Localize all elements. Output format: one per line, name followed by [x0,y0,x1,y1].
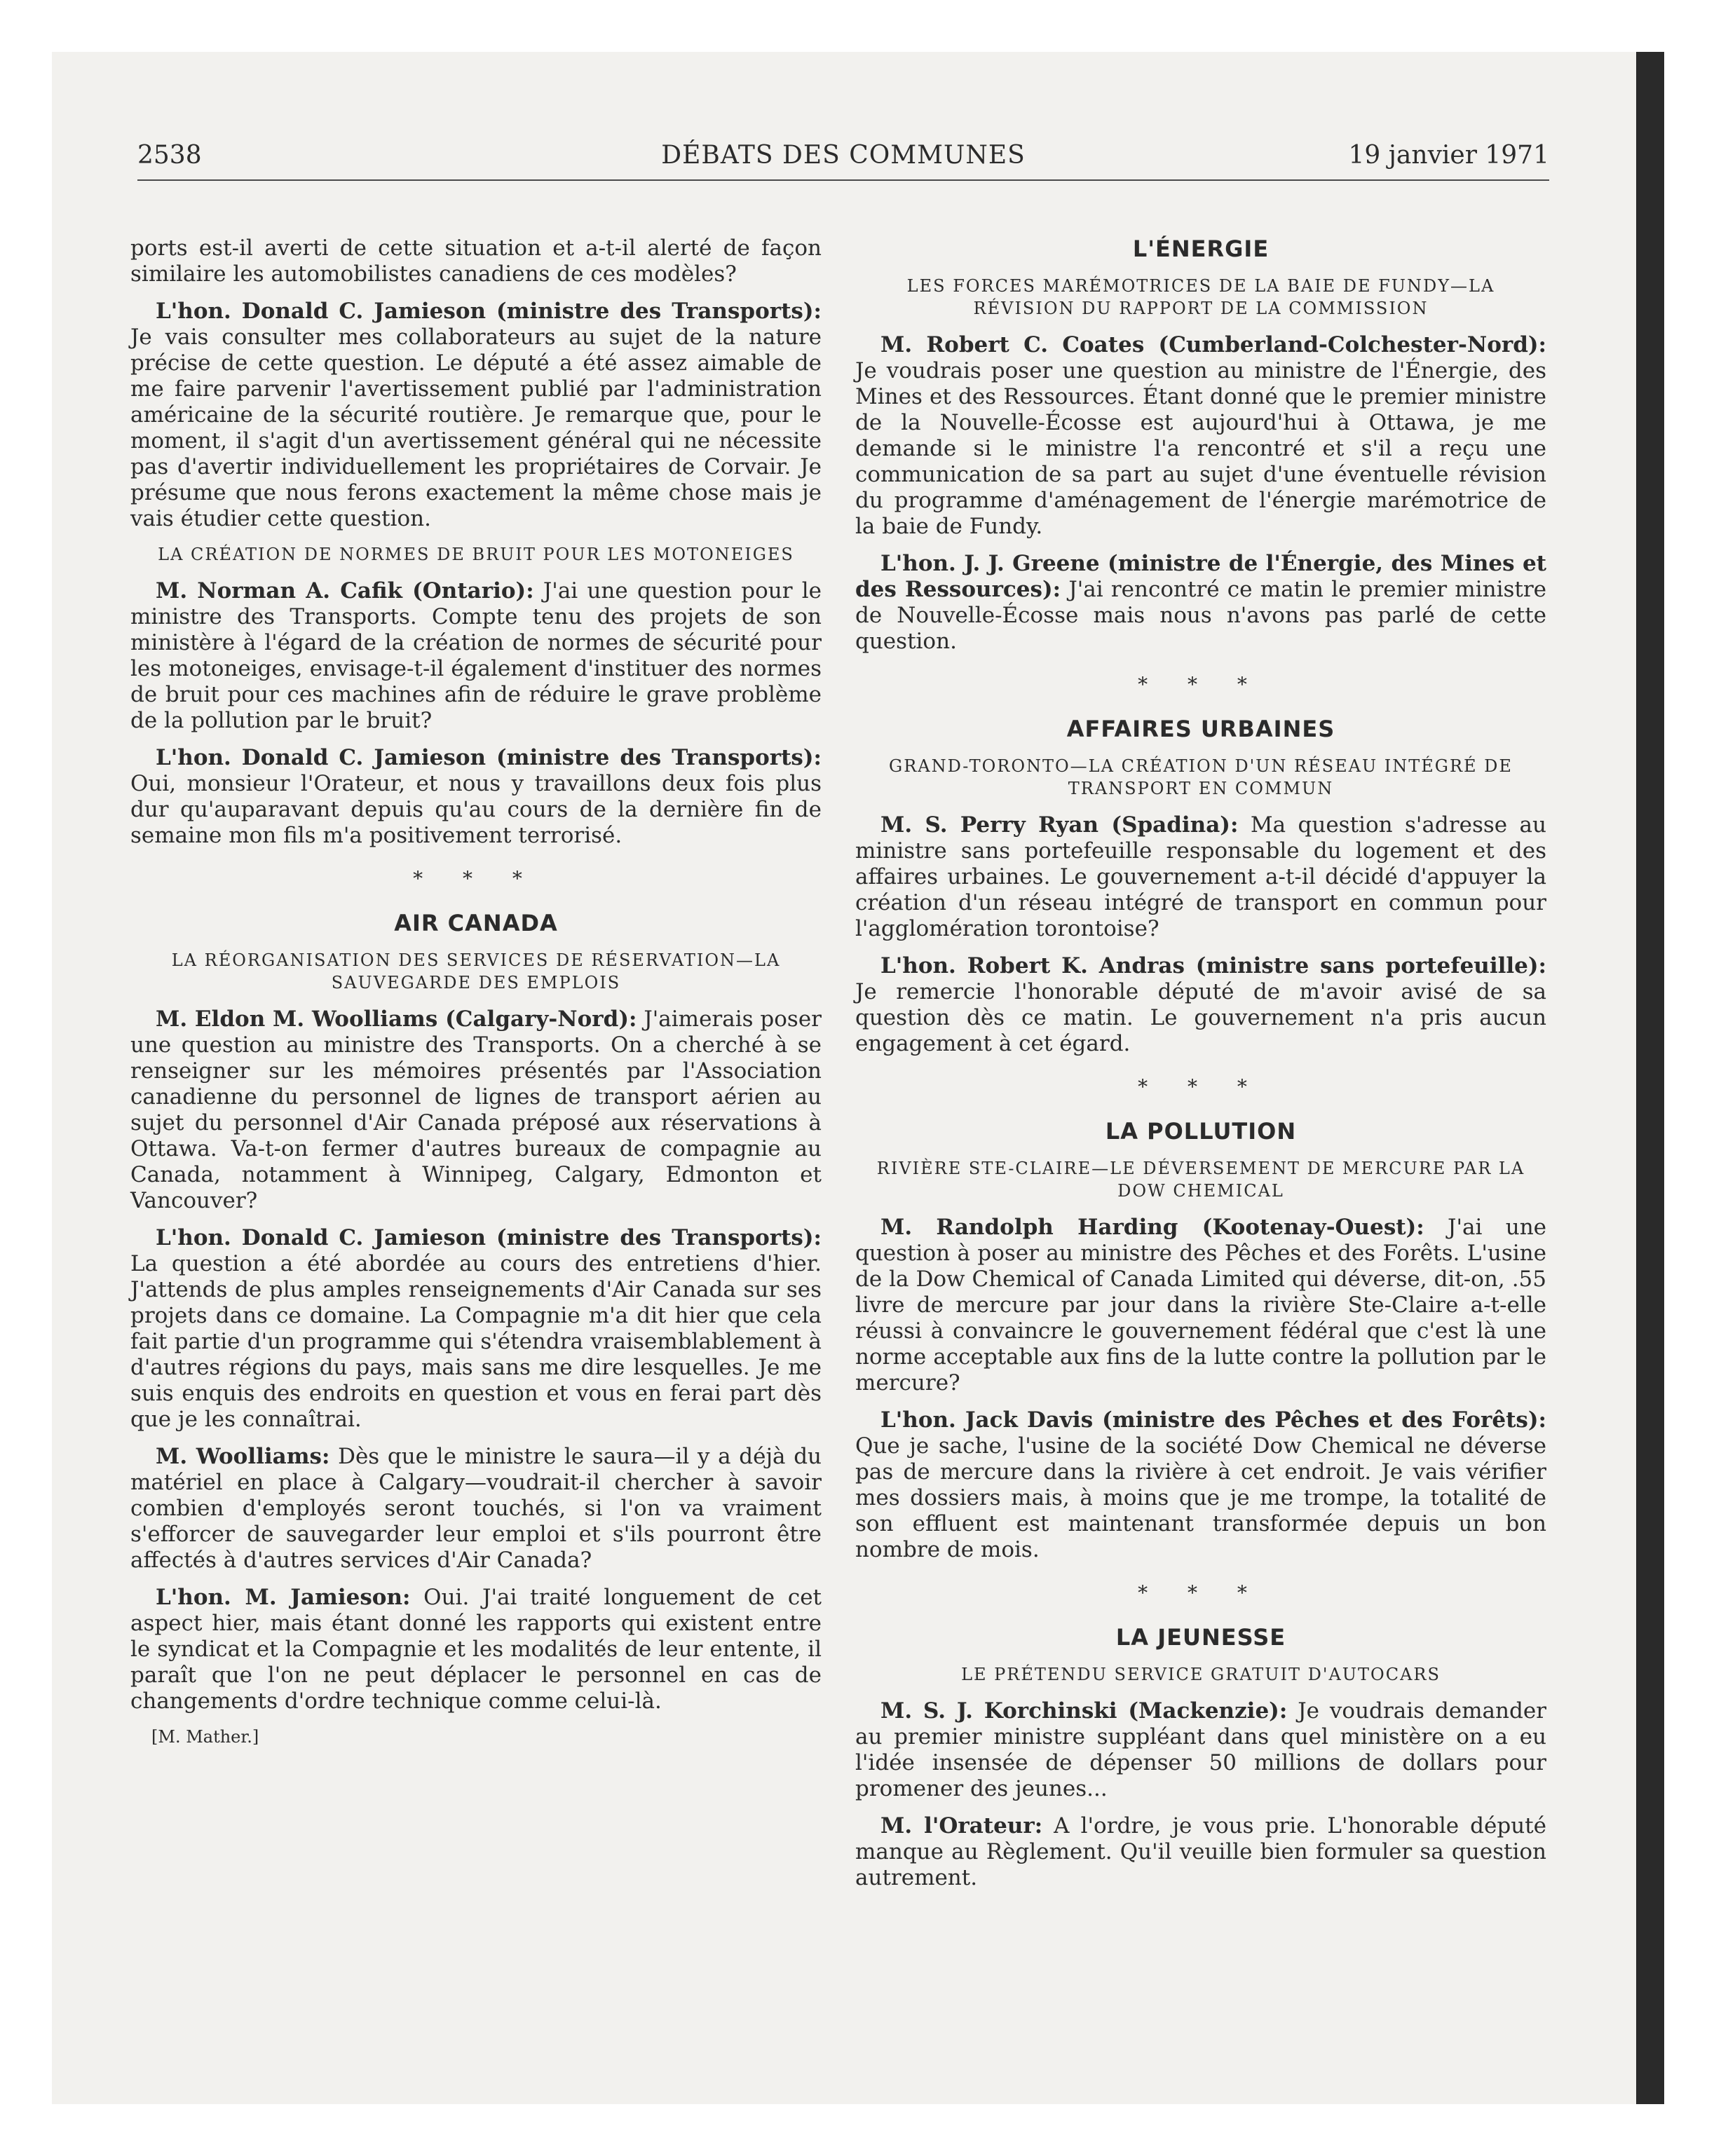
right-column [855,236,1546,1902]
page-date: 19 janvier 1971 [1348,141,1549,170]
speech-text: La question a été abordée au cours des entretiens d'hier. J'attends de plus amples renseignements d'Air Canada sur ses projets dans ce domaine. La Compagnie m'a dit hier que cela fait partie d'un programme qui s'étendra vraisemblablement à d'autres régions du pays, mais sans me dire lesquelles. Je me suis enquis des endroits en question et vous en ferai part dès que je les connaîtrai. [130,1251,822,1432]
subsection-title: LE PRÉTENDU SERVICE GRATUIT D'AUTOCARS [961,1665,1441,1684]
paragraph [130,1225,822,1433]
subsection-title: LA CRÉATION DE NORMES DE BRUIT POUR LES MOTONEIGES [158,545,794,564]
speaker-name: L'hon. Jack Davis (ministre des Pêches et des Forêts): [880,1407,1546,1433]
subsection-title: LA RÉORGANISATION DES SERVICES DE RÉSERVATION—LA SAUVEGARDE DES EMPLOIS [171,950,781,992]
speaker-name: M. l'Orateur: [880,1813,1043,1838]
speaker-name: L'hon. Robert K. Andras (ministre sans portefeuille): [880,953,1546,978]
speech-text: Ma question s'adresse au ministre sans portefeuille responsable du logement et des affaires urbaines. Le gouvernement a-t-il décidé d'appuyer la création d'un réseau intégré de transport en commun pour l'agglomération torontoise? [855,812,1546,941]
speech-text: J'ai une question pour le ministre des Transports. Compte tenu des projets de son ministère à l'égard de la création de normes de sécurité pour les motoneiges, envisage-t-il également d'instituer des normes de bruit pour ces machines afin de réduire le grave problème de la pollution par le bruit? [130,578,822,733]
speaker-name: M. Woolliams: [156,1444,330,1469]
speaker-name: M. Randolph Harding (Kootenay-Ouest): [880,1215,1424,1240]
paragraph: ports est-il averti de cette situation et a-t-il alerté de façon similaire les automobilistes canadiens de ces modèles? [130,236,822,287]
speaker-name: L'hon. Donald C. Jamieson (ministre des Transports): [156,1225,822,1250]
subsection-title: RIVIÈRE STE-CLAIRE—LE DÉVERSEMENT DE MERCURE PAR LA DOW CHEMICAL [876,1159,1525,1201]
paragraph [130,578,822,734]
speech-text: Je voudrais poser une question au ministre de l'Énergie, des Mines et des Ressources. Étant donné que le premier ministre de la Nouvelle-Écosse est aujourd'hui à Ottawa, je me demande si le ministre l'a rencontré et s'il a reçu une communication de sa part au sujet d'une éventuelle révision du programme d'aménagement de l'énergie marémotrice de la baie de Fundy. [855,358,1546,539]
speech-text: Dès que le ministre le saura—il y a déjà du matériel en place à Calgary—voudrait-il chercher à savoir combien d'employés seront touchés, si l'on va vraiment s'efforcer de sauvegarder leur emploi et s'ils pourront être affectés à d'autres services d'Air Canada? [130,1444,822,1573]
paragraph [855,1698,1546,1802]
paragraph [130,1585,822,1714]
speaker-name: L'hon. Donald C. Jamieson (ministre des Transports): [156,745,822,770]
section-title: LA POLLUTION [1105,1118,1297,1145]
section-separator: * * * [1138,1581,1264,1604]
paragraph [855,332,1546,540]
speech-text: J'ai une question à poser au ministre des Pêches et des Forêts. L'usine de la Dow Chemical of Canada Limited qui déverse, dit-on, .55 livre de mercure par jour dans la rivière Ste-Claire a-t-elle réussi à convaincre le gouvernement fédéral que c'est là une norme acceptable aux fins de la lutte contre la pollution par le mercure? [855,1215,1546,1396]
section-separator: * * * [413,867,539,890]
speech-text: J'ai rencontré ce matin le premier ministre de Nouvelle-Écosse mais nous n'avons pas parlé de cette question. [855,577,1547,654]
paragraph [855,953,1546,1057]
subsection-title: LES FORCES MARÉMOTRICES DE LA BAIE DE FUNDY—LA RÉVISION DU RAPPORT DE LA COMMISSION [906,276,1495,318]
speaker-name: M. Norman A. Cafik (Ontario): [156,578,534,603]
page-title: DÉBATS DES COMMUNES [661,141,1026,170]
speaker-name: M. S. Perry Ryan (Spadina): [880,812,1239,838]
section-separator: * * * [1138,673,1264,696]
section-title: L'ÉNERGIE [1132,236,1270,262]
paragraph [130,1007,822,1214]
left-column [130,236,822,1747]
paragraph [855,1813,1546,1891]
speech-text: Je voudrais demander au premier ministre suppléant dans quel ministère on a eu l'idée insensée de dépenser 50 millions de dollars pour promener des jeunes... [855,1698,1546,1801]
section-separator: * * * [1138,1075,1264,1098]
subsection-title: GRAND-TORONTO—LA CRÉATION D'UN RÉSEAU INTÉGRÉ DE TRANSPORT EN COMMUN [889,756,1513,798]
paragraph [855,1407,1546,1563]
paragraph [855,812,1546,942]
speaker-note: [M. Mather.] [151,1727,259,1747]
section-title: AIR CANADA [394,910,558,936]
speech-text: Oui, monsieur l'Orateur, et nous y travaillons deux fois plus dur qu'auparavant depuis qu'au cours de la dernière fin de semaine mon fils m'a positivement terrorisé. [130,771,822,848]
speech-text: Oui. J'ai traité longuement de cet aspect hier, mais étant donné les rapports qui existent entre le syndicat et la Compagnie et les modalités de leur entente, il paraît que l'on ne peut déplacer le personnel en cas de changements d'ordre technique comme celui-là. [130,1585,822,1714]
page-header [137,140,1549,181]
paragraph [855,551,1546,655]
page-number: 2538 [137,141,202,170]
speaker-name: M. Robert C. Coates (Cumberland-Colchester-Nord): [880,332,1546,357]
paragraph [130,1444,822,1574]
speech-text: Je remercie l'honorable député de m'avoir avisé de sa question dès ce matin. Le gouvernement n'a pris aucun engagement à cet égard. [855,979,1546,1056]
section-title: AFFAIRES URBAINES [1066,716,1335,742]
paragraph [855,1215,1546,1396]
speaker-name: M. Eldon M. Woolliams (Calgary-Nord): [156,1007,637,1032]
speaker-name: L'hon. M. Jamieson: [156,1585,411,1610]
speaker-name: L'hon. J. J. Greene (ministre de l'Énergie, des Mines et des Ressources): [855,551,1546,602]
speaker-name: M. S. J. Korchinski (Mackenzie): [880,1698,1288,1724]
speaker-name: L'hon. Donald C. Jamieson (ministre des Transports): [156,299,822,324]
speech-text: A l'ordre, je vous prie. L'honorable député manque au Règlement. Qu'il veuille bien formuler sa question autrement. [855,1813,1546,1890]
section-title: LA JEUNESSE [1115,1624,1286,1651]
paragraph [130,745,822,849]
speech-text: Que je sache, l'usine de la société Dow Chemical ne déverse pas de mercure dans la rivière à cet endroit. Je vais vérifier mes dossiers mais, à moins que je me trompe, la totalité de son effluent est maintenant transformée depuis un bon nombre de mois. [855,1433,1546,1562]
paragraph [130,299,822,532]
scan-spine-shadow [1636,52,1664,2104]
speech-text: J'aimerais poser une question au ministre des Transports. On a cherché à se renseigner sur les mémoires présentés par l'Association canadienne du personnel de lignes de transport aérien au sujet du personnel d'Air Canada préposé aux réservations à Ottawa. Va-t-on fermer d'autres bureaux de compagnie au Canada, notamment à Winnipeg, Calgary, Edmonton et Vancouver? [130,1007,822,1213]
speech-text: Je vais consulter mes collaborateurs au sujet de la nature précise de cette question. Le député a été assez aimable de me faire parvenir l'avertissement publié par l'administration américaine de la sécurité routière. Je remarque que, pour le moment, il s'agit d'un avertissement général qui ne nécessite pas d'avertir individuellement les propriétaires de Corvair. Je présume que nous ferons exactement la même chose mais je vais étudier cette question. [130,325,822,531]
